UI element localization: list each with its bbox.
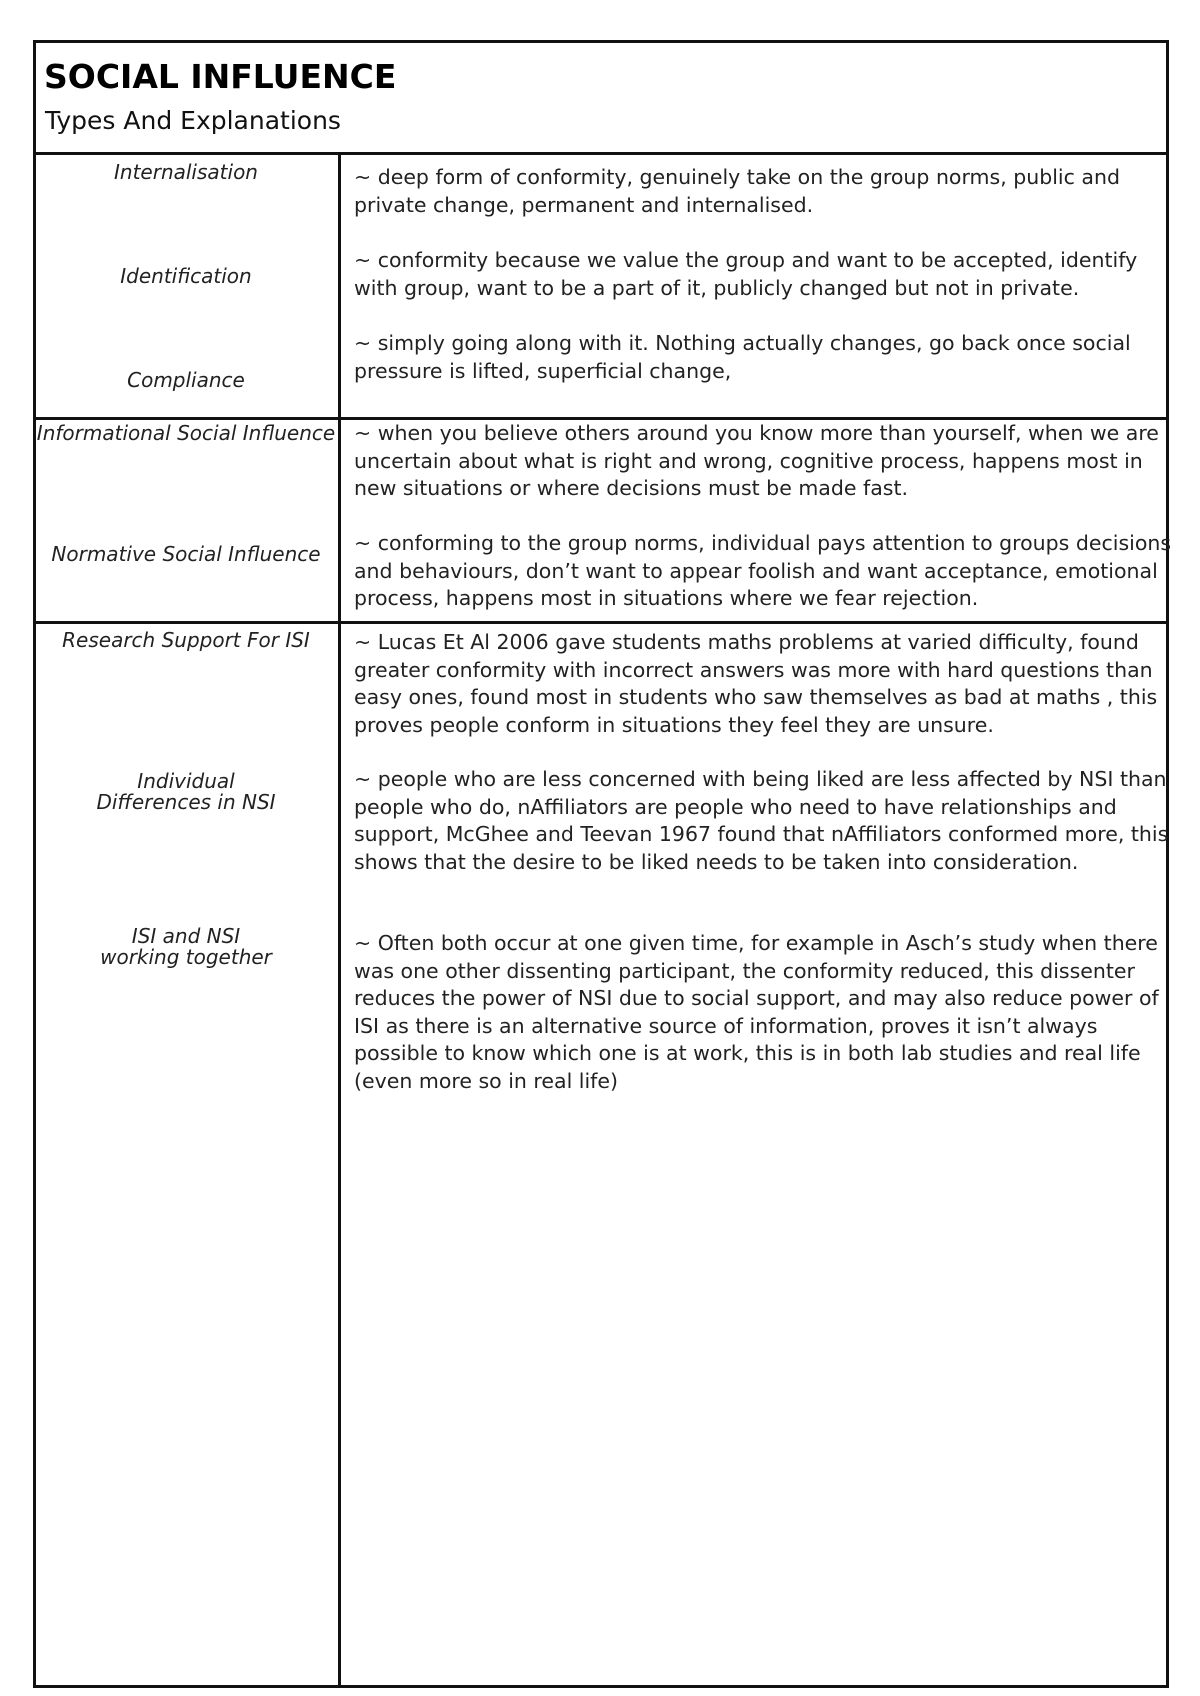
row-label-compliance: Compliance — [127, 368, 245, 392]
row-text-identification: ~ conformity because we value the group and want to be accepted, identify with group, want to be a part of it, publicly changed but not in private. — [354, 248, 1138, 300]
row-text-individual-differences-nsi: ~ people who are less concerned with being liked are less affected by NSI than people who do, nAffiliators are people who need to have relationships and support, McGhee and Teevan 1967 found that nAffiliators conformed more, this shows that the desire to be liked needs to be taken into consideration. — [354, 767, 1169, 874]
page-subtitle: Types And Explanations — [45, 106, 341, 135]
row-text-compliance: ~ simply going along with it. Nothing actually changes, go back once social pressure is lifted, superficial change, — [354, 331, 1131, 383]
row-text-isi-nsi-together: ~ Often both occur at one given time, for example in Asch’s study when there was one other dissenting participant, the conformity reduced, this dissenter reduces the power of NSI due to social support, and may also reduce power of ISI as there is an alternative source of information, proves it isn’t always possible to know which one is at work, this is in both lab studies and real life (even more so in real life) — [354, 931, 1159, 1093]
row-label-informational-social-influence: Informational Social Influence — [36, 421, 336, 445]
row-label-individual-differences-nsi: Individual Differences in NSI — [96, 769, 276, 814]
row-label-research-support-isi: Research Support For ISI — [62, 628, 310, 652]
header-box — [33, 40, 1169, 155]
row-label-internalisation: Internalisation — [114, 160, 258, 184]
notes-sheet — [33, 40, 1172, 1688]
row-text-internalisation: ~ deep form of conformity, genuinely take on the group norms, public and private change, permanent and internalised. — [354, 165, 1120, 217]
row-label-normative-social-influence: Normative Social Influence — [51, 542, 321, 566]
page-title: SOCIAL INFLUENCE — [44, 57, 397, 96]
row-text-informational-social-influence: ~ when you believe others around you know more than yourself, when we are uncertain about what is right and wrong, cognitive process, happens most in new situations or where decisions must be made fast. — [354, 421, 1159, 500]
row-label-isi-nsi-together: ISI and NSI working together — [100, 924, 272, 969]
section-divider-2 — [33, 621, 1169, 624]
table-bottom-border — [33, 1685, 1169, 1688]
row-text-normative-social-influence: ~ conforming to the group norms, individual pays attention to groups decisions and behaviours, don’t want to appear foolish and want acceptance, emotional process, happens most in situations where we fear rejection. — [354, 531, 1172, 610]
row-text-research-support-isi: ~ Lucas Et Al 2006 gave students maths problems at varied difficulty, found greater conformity with incorrect answers was more with hard questions than easy ones, found most in students who saw themselves as bad at maths , this proves people conform in situations they feel they are unsure. — [354, 630, 1158, 737]
row-label-identification: Identification — [120, 264, 252, 288]
